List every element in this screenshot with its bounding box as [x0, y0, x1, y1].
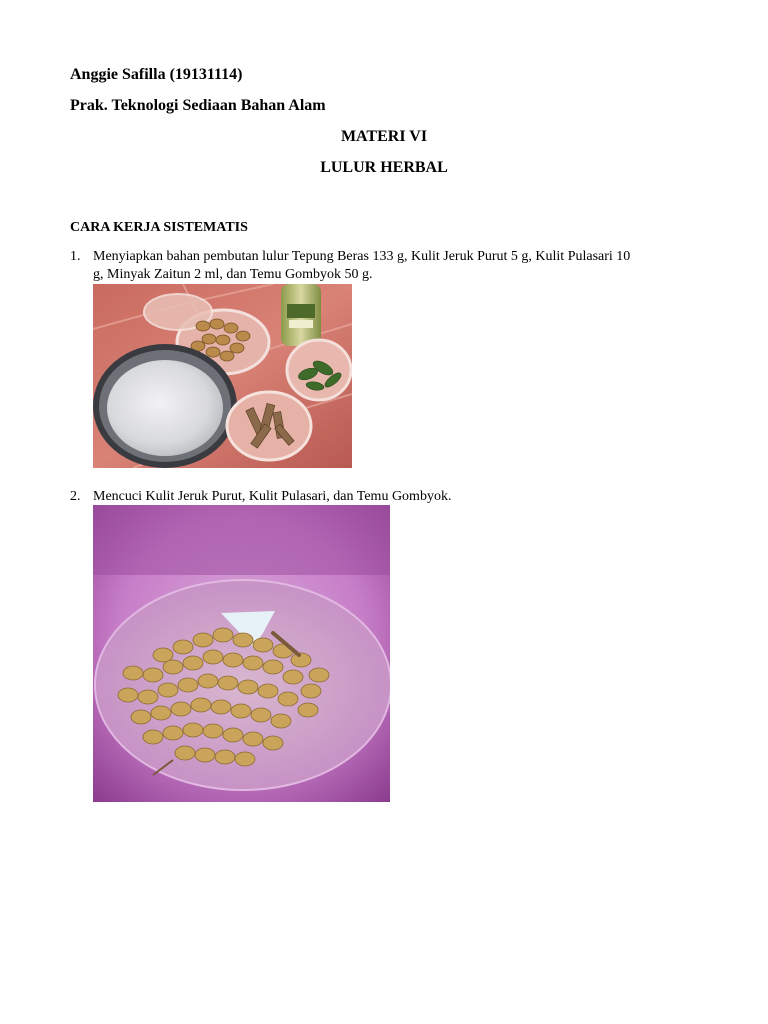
- step-1-text-line2: g, Minyak Zaitun 2 ml, dan Temu Gombyok 50 g.: [93, 267, 373, 282]
- section-title: CARA KERJA SISTEMATIS: [70, 220, 248, 235]
- author-line: Anggie Safilla (19131114): [70, 66, 243, 83]
- step-1: [0, 248, 768, 284]
- washing-photo: [93, 505, 390, 802]
- step-2: [0, 488, 768, 506]
- step-2-text-line1: Mencuci Kulit Jeruk Purut, Kulit Pulasari, dan Temu Gombyok.: [93, 489, 452, 504]
- ingredients-photo: [93, 284, 352, 468]
- step-1-text-line1: Menyiapkan bahan pembutan lulur Tepung Beras 133 g, Kulit Jeruk Purut 5 g, Kulit Pulasari 10: [93, 249, 631, 264]
- course-line: Prak. Teknologi Sediaan Bahan Alam: [70, 97, 326, 114]
- document-title: LULUR HERBAL: [320, 159, 448, 176]
- step-2-number: 2.: [70, 489, 81, 504]
- materi-heading: MATERI VI: [340, 128, 428, 145]
- step-1-number: 1.: [70, 249, 81, 264]
